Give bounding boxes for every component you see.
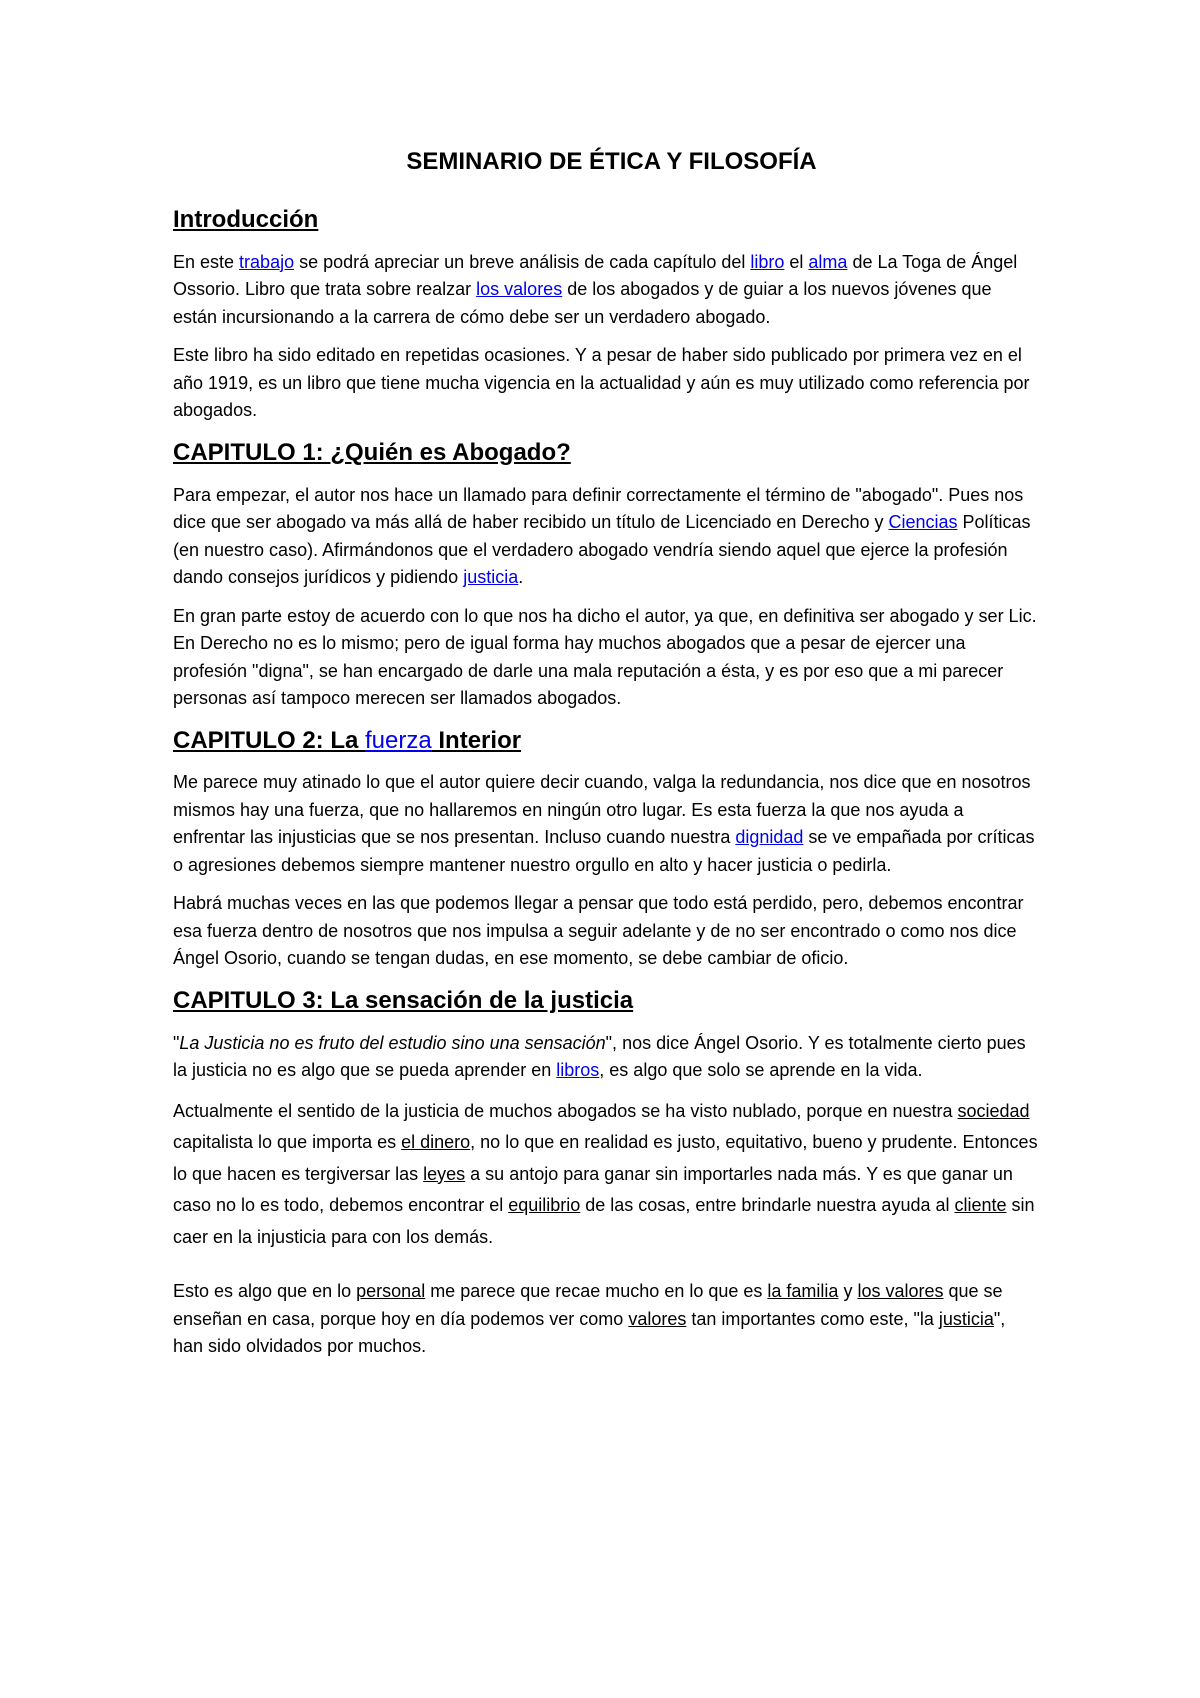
text-run: .: [518, 567, 524, 588]
link-los-valores[interactable]: los valores: [476, 279, 563, 300]
underlined-cliente: cliente: [954, 1195, 1007, 1216]
underlined-personal: personal: [356, 1281, 426, 1302]
text-run: se ve empañada por críticas o agresiones debemos siempre mantener nuestro orgullo en alto y hacer justicia o pedirla.: [173, 827, 1035, 875]
link-libro[interactable]: libro: [750, 251, 785, 272]
text-run: que se enseñan en casa, porque hoy en día podemos ver como: [173, 1281, 1003, 1329]
text-run: Me parece muy atinado lo que el autor quiere decir cuando, valga la redundancia, nos dice que en nosotros mismos hay una fuerza, que no hallaremos en ningún otro lugar. Es esta fuerza la que nos ayuda a enfrentar las injusticias que se nos presentan. Incluso cuando nuestra: [173, 772, 1031, 848]
intro-paragraph-2: Este libro ha sido editado en repetidas ocasiones. Y a pesar de haber sido publicado por primera vez en el año 1919, es un libro que tiene mucha vigencia en la actualidad y aún es muy utilizado como referencia por abogados.: [173, 345, 1030, 421]
text-run: Esto es algo que en lo: [173, 1281, 357, 1302]
cap3-paragraph-3: [173, 1278, 1040, 1361]
text-run: Para empezar, el autor nos hace un llamado para definir correctamente el término de "abogado". Pues nos dice que ser abogado va más allá de haber recibido un título de Licenciado en Derecho y: [173, 484, 1024, 533]
cap2-paragraph-1: [173, 769, 1040, 879]
underlined-la-familia: la familia: [767, 1281, 839, 1302]
text-run: sin caer en la injusticia para con los demás.: [173, 1195, 1035, 1247]
heading-text: CAPITULO 2: La: [173, 726, 366, 754]
underlined-los-valores: los valores: [857, 1281, 944, 1302]
cap2-paragraph-2: Habrá muchas veces en las que podemos llegar a pensar que todo está perdido, pero, debemos encontrar esa fuerza dentro de nosotros que nos impulsa a seguir adelante y de no ser encontrado o como nos dice Ángel Osorio, cuando se tengan dudas, en ese momento, se debe cambiar de oficio.: [173, 893, 1024, 969]
heading-capitulo-3: CAPITULO 3: La sensación de la justicia: [173, 986, 634, 1014]
paragraph-gap: [173, 1264, 1040, 1278]
text-run: el: [784, 251, 809, 272]
cap1-paragraph-2: En gran parte estoy de acuerdo con lo que nos ha dicho el autor, ya que, en definitiva ser abogado y ser Lic. En Derecho no es lo mismo; pero de igual forma hay muchos abogados que a pesar de ejercer una profesión "digna", se han encargado de darle una mala reputación a ésta, y es por eso que a mi parecer personas así tampoco merecen ser llamados abogados.: [173, 605, 1037, 709]
underlined-sociedad: sociedad: [957, 1100, 1030, 1121]
text-run: , no lo que en realidad es justo, equitativo, bueno y prudente. Entonces lo que hacen es tergiversar las: [173, 1132, 1038, 1184]
link-libros[interactable]: libros: [556, 1060, 600, 1081]
document-title: SEMINARIO DE ÉTICA Y FILOSOFÍA: [406, 148, 817, 175]
link-alma[interactable]: alma: [808, 251, 848, 272]
text-run: y: [838, 1281, 858, 1302]
text-run: ", nos dice Ángel Osorio. Y es totalmente cierto pues la justicia no es algo que se pueda aprender en: [173, 1032, 1026, 1081]
text-run: a su antojo para ganar sin importarles nada más. Y es que ganar un caso no lo es todo, debemos encontrar el: [173, 1163, 1013, 1216]
link-ciencias[interactable]: Ciencias: [888, 512, 958, 533]
cap3-paragraph-1: [173, 1030, 1040, 1085]
text-run: , es algo que solo se aprende en la vida.: [599, 1060, 923, 1081]
heading-text: Interior: [431, 726, 522, 754]
text-run: tan importantes como este, "la: [686, 1308, 939, 1329]
text-run: de los abogados y de guiar a los nuevos jóvenes que están incursionando a la carrera de cómo debe ser un verdadero abogado.: [173, 279, 992, 327]
text-run: En este: [173, 251, 240, 272]
link-fuerza[interactable]: fuerza: [365, 726, 432, 754]
underlined-valores: valores: [628, 1308, 687, 1329]
text-run: Políticas (en nuestro caso). Afirmándonos que el verdadero abogado vendría siendo aquel que ejerce la profesión dando consejos jurídicos y pidiendo: [173, 512, 1031, 588]
heading-capitulo-2: [173, 727, 1040, 756]
intro-paragraph-1: [173, 249, 1040, 332]
link-dignidad[interactable]: dignidad: [735, 827, 804, 848]
text-run: me parece que recae mucho en lo que es: [425, 1281, 768, 1302]
text-run: ": [173, 1032, 180, 1053]
text-run: de La Toga de Ángel Ossorio. Libro que trata sobre realzar: [173, 251, 1018, 300]
quote-text: La Justicia no es fruto del estudio sino una sensación: [179, 1032, 606, 1053]
heading-introduccion: Introducción: [173, 206, 319, 233]
link-trabajo[interactable]: trabajo: [239, 251, 295, 272]
text-run: de las cosas, entre brindarle nuestra ayuda al: [580, 1195, 955, 1216]
cap3-paragraph-2: [173, 1096, 1040, 1254]
text-run: capitalista lo que importa es: [173, 1132, 402, 1153]
text-run: Actualmente el sentido de la justicia de muchos abogados se ha visto nublado, porque en nuestra: [173, 1100, 958, 1121]
heading-capitulo-1: CAPITULO 1: ¿Quién es Abogado?: [173, 438, 571, 466]
underlined-leyes: leyes: [423, 1163, 466, 1184]
text-run: ", han sido olvidados por muchos.: [173, 1308, 1006, 1357]
underlined-equilibrio: equilibrio: [508, 1195, 581, 1216]
text-run: se podrá apreciar un breve análisis de cada capítulo del: [294, 251, 751, 272]
underlined-justicia: justicia: [938, 1308, 994, 1329]
cap1-paragraph-1: [173, 482, 1040, 592]
underlined-el-dinero: el dinero: [401, 1132, 471, 1153]
link-justicia[interactable]: justicia: [463, 567, 519, 588]
